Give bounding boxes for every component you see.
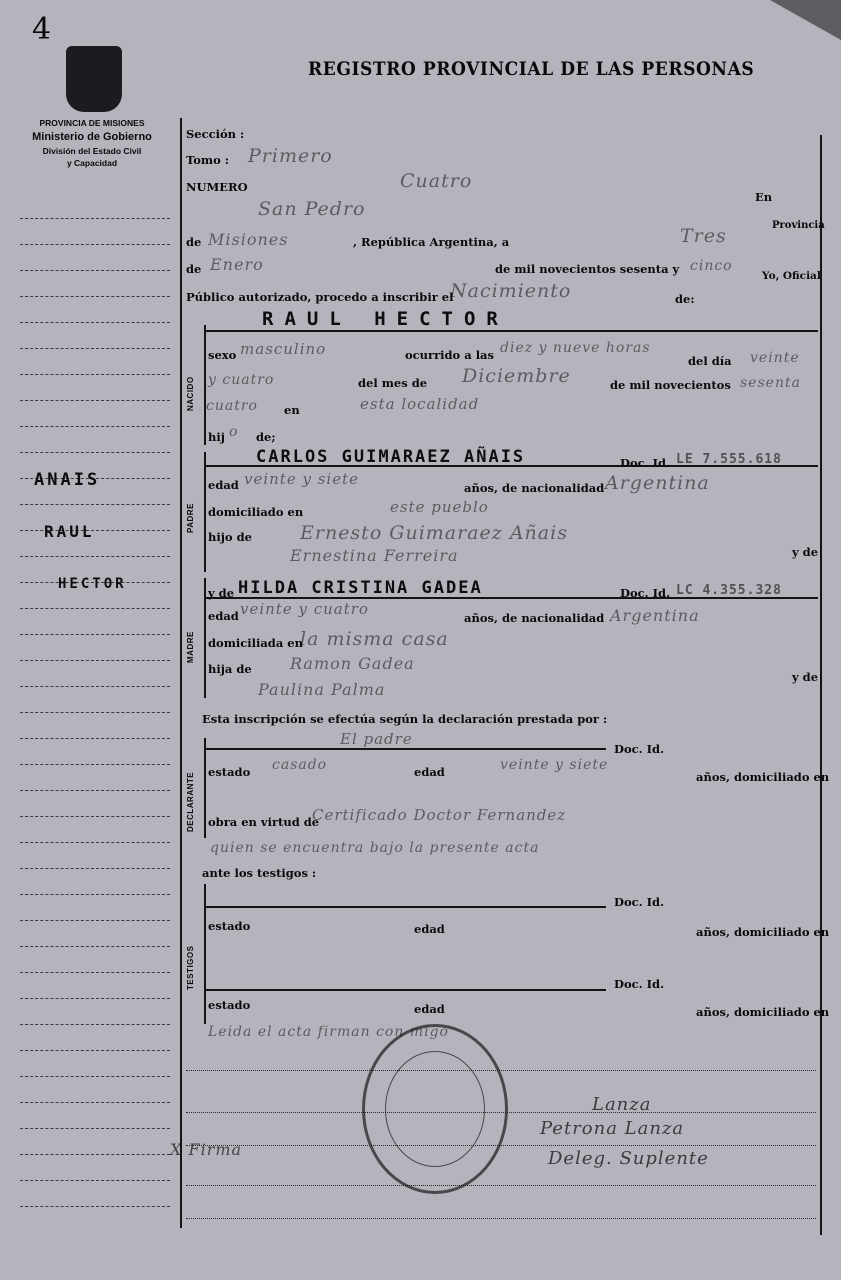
signature-lanza: Lanza (592, 1094, 652, 1115)
issuer-division: División del Estado Civil (42, 146, 142, 156)
margin-line (20, 1024, 170, 1025)
rule (186, 1218, 816, 1219)
value-madre-dom: la misma casa (300, 628, 449, 650)
label-y-de: y de (792, 545, 819, 559)
value-sexo: masculino (240, 340, 327, 358)
testigos-rule (204, 884, 206, 1024)
value-obra2: quien se encuentra bajo la presente acta (210, 840, 540, 856)
value-dia-nac2: y cuatro (208, 372, 275, 388)
margin-line (20, 1206, 170, 1207)
label-edad-padre: edad (208, 478, 239, 492)
rule (206, 989, 606, 991)
label-del-dia: del día (688, 354, 732, 368)
value-dia-nac: veinte (750, 350, 800, 366)
margin-line (20, 634, 170, 635)
rule (206, 906, 606, 908)
label-doc-t1: Doc. Id. (614, 895, 665, 909)
label-doc-t2: Doc. Id. (614, 977, 665, 991)
section-madre: MADRE (186, 631, 195, 663)
value-hora: diez y nueve horas (500, 340, 651, 356)
label-hij: hij (208, 430, 225, 444)
value-anio: cinco (690, 258, 733, 274)
label-ante: ante los testigos : (202, 866, 317, 880)
issuer-ministry: Ministerio de Gobierno (32, 131, 152, 143)
value-lugar-nac: esta localidad (360, 395, 480, 413)
value-abuelo-m: Ramon Gadea (290, 654, 415, 673)
value-hijo: o (229, 424, 239, 440)
label-estado-decl: estado (208, 765, 251, 779)
label-dom-madre: domiciliada en (208, 636, 303, 650)
rule (206, 330, 818, 332)
value-padre-dom: este pueblo (390, 498, 489, 516)
label-seccion: Sección : (186, 127, 245, 141)
value-anio-nac: sesenta (740, 375, 801, 391)
margin-line (20, 790, 170, 791)
official-stamp (362, 1024, 508, 1194)
margin-line (20, 764, 170, 765)
label-nac-padre: años, de nacionalidad (464, 481, 605, 495)
value-padre-nac: Argentina (605, 472, 710, 494)
label-numero: NUMERO (186, 180, 248, 194)
margin-line (20, 296, 170, 297)
margin-line (20, 556, 170, 557)
margin-note-name2: HECTOR (58, 576, 127, 592)
rule (186, 1185, 816, 1186)
margin-line (20, 868, 170, 869)
label-dom-padre: domiciliado en (208, 505, 304, 519)
label-anos-dom-t2: años, domiciliado en (696, 1005, 830, 1019)
label-doc-decl: Doc. Id. (614, 742, 665, 756)
margin-line (20, 946, 170, 947)
value-mes-nac: Diciembre (462, 365, 571, 387)
nacido-rule (204, 325, 206, 445)
value-numero: Cuatro (400, 170, 473, 192)
value-padre-doc: LE 7.555.618 (676, 452, 782, 467)
value-madre-edad: veinte y cuatro (240, 600, 369, 618)
value-madre-doc: LC 4.355.328 (676, 583, 782, 598)
signature-left: X Firma (170, 1140, 243, 1159)
margin-note-name1: RAUL (44, 522, 95, 541)
label-edad-t2: edad (414, 1002, 445, 1016)
label-publico: Público autorizado, procedo a inscribir el (186, 290, 454, 304)
value-acto: Nacimiento (450, 280, 572, 302)
label-y-de-m2: y de (792, 670, 819, 684)
label-inscripcion: Esta inscripción se efectúa según la declaración prestada por : (202, 712, 608, 726)
label-nac-madre: años, de nacionalidad (464, 611, 605, 625)
madre-rule (204, 578, 206, 698)
margin-line (20, 348, 170, 349)
label-tomo: Tomo : (186, 153, 229, 167)
margin-line (20, 270, 170, 271)
issuer-province: PROVINCIA DE MISIONES (39, 118, 145, 128)
left-rule (180, 118, 182, 1228)
document-title: REGISTRO PROVINCIAL DE LAS PERSONAS (308, 58, 755, 80)
margin-line (20, 972, 170, 973)
margin-line (20, 322, 170, 323)
value-declarante: El padre (340, 730, 413, 748)
value-obra: Certificado Doctor Fernandez (312, 806, 567, 824)
margin-note-surname: ANAIS (34, 470, 101, 490)
label-edad-madre: edad (208, 609, 239, 623)
margin-line (20, 920, 170, 921)
value-abuelo-p: Ernesto Guimaraez Añais (300, 522, 568, 544)
label-del-mes: del mes de (358, 376, 428, 390)
section-testigos: TESTIGOS (186, 945, 195, 990)
padre-rule (204, 452, 206, 572)
label-anos-dom-t1: años, domiciliado en (696, 925, 830, 939)
margin-line (20, 1076, 170, 1077)
value-firma-obs: Leida el acta firman con migo (208, 1024, 449, 1040)
label-hijo-de-padre: hijo de (208, 530, 252, 544)
signature-cargo: Deleg. Suplente (548, 1148, 709, 1169)
label-anos-dom-decl: años, domiciliado en (696, 770, 830, 784)
margin-line (20, 816, 170, 817)
label-doc-padre: Doc. Id. (620, 456, 671, 470)
value-dia: Tres (680, 225, 727, 247)
coat-of-arms-icon (66, 46, 122, 112)
margin-line (20, 686, 170, 687)
margin-line (20, 244, 170, 245)
margin-line (20, 998, 170, 999)
margin-line (20, 842, 170, 843)
label-yo-oficial: Yo, Oficial (762, 270, 821, 282)
label-hijo-de: de; (256, 430, 276, 444)
declarante-rule (204, 738, 206, 838)
label-edad-decl: edad (414, 765, 445, 779)
right-rule (820, 135, 822, 1235)
label-estado-t1: estado (208, 919, 251, 933)
margin-line (20, 894, 170, 895)
margin-line (20, 738, 170, 739)
label-obra: obra en virtud de (208, 815, 320, 829)
value-anio-nac2: cuatro (206, 398, 258, 414)
label-hija-de-madre: hija de (208, 662, 252, 676)
margin-line (20, 452, 170, 453)
label-edad-t1: edad (414, 922, 445, 936)
margin-line (20, 530, 170, 531)
value-padre-edad: veinte y siete (244, 470, 360, 488)
label-y-de-madre: y de (208, 586, 235, 600)
margin-line (20, 218, 170, 219)
value-madre-nac: Argentina (610, 606, 700, 625)
section-padre: PADRE (186, 503, 195, 533)
rule (206, 748, 606, 750)
value-decl-estado: casado (272, 757, 328, 773)
margin-line (20, 374, 170, 375)
value-abuela-m: Paulina Palma (258, 680, 386, 699)
value-tomo: Primero (248, 145, 333, 167)
margin-line (20, 660, 170, 661)
label-sexo: sexo (208, 348, 237, 362)
margin-line (20, 400, 170, 401)
label-de1: de (186, 235, 202, 249)
value-madre-nombre: HILDA CRISTINA GADEA (238, 578, 483, 598)
value-lugar: San Pedro (258, 198, 366, 220)
value-abuela-p: Ernestina Ferreira (290, 546, 459, 565)
label-republica: , República Argentina, a (353, 235, 510, 249)
label-de2: de (186, 262, 202, 276)
label-de-colon: de: (675, 292, 695, 306)
margin-line (20, 504, 170, 505)
value-nombre: RAUL HECTOR (262, 308, 509, 330)
label-en: En (755, 190, 773, 204)
section-nacido: NACIDO (186, 376, 195, 411)
margin-line (20, 1154, 170, 1155)
value-provincia: Misiones (208, 230, 289, 249)
label-estado-t2: estado (208, 998, 251, 1012)
signature-oficial: Petrona Lanza (540, 1118, 685, 1139)
issuer-capacity: y Capacidad (66, 158, 118, 168)
margin-line (20, 608, 170, 609)
section-declarante: DECLARANTE (186, 771, 195, 832)
label-provincia: Provincia (772, 220, 825, 231)
rule (186, 1070, 816, 1071)
label-mil-sesenta: de mil novecientos sesenta y (495, 262, 680, 276)
margin-line (20, 426, 170, 427)
value-decl-edad: veinte y siete (500, 757, 609, 773)
value-padre-nombre: CARLOS GUIMARAEZ AÑAIS (256, 447, 526, 467)
label-doc-madre: Doc. Id. (620, 586, 671, 600)
value-mes: Enero (210, 255, 264, 274)
margin-line (20, 1128, 170, 1129)
margin-line (20, 1050, 170, 1051)
margin-line (20, 1180, 170, 1181)
label-en2: en (284, 403, 300, 417)
label-mil-novecientos: de mil novecientos (610, 378, 731, 392)
margin-line (20, 712, 170, 713)
label-ocurrido: ocurrido a las (405, 348, 494, 362)
margin-line (20, 1102, 170, 1103)
page-number: 4 (32, 12, 52, 47)
